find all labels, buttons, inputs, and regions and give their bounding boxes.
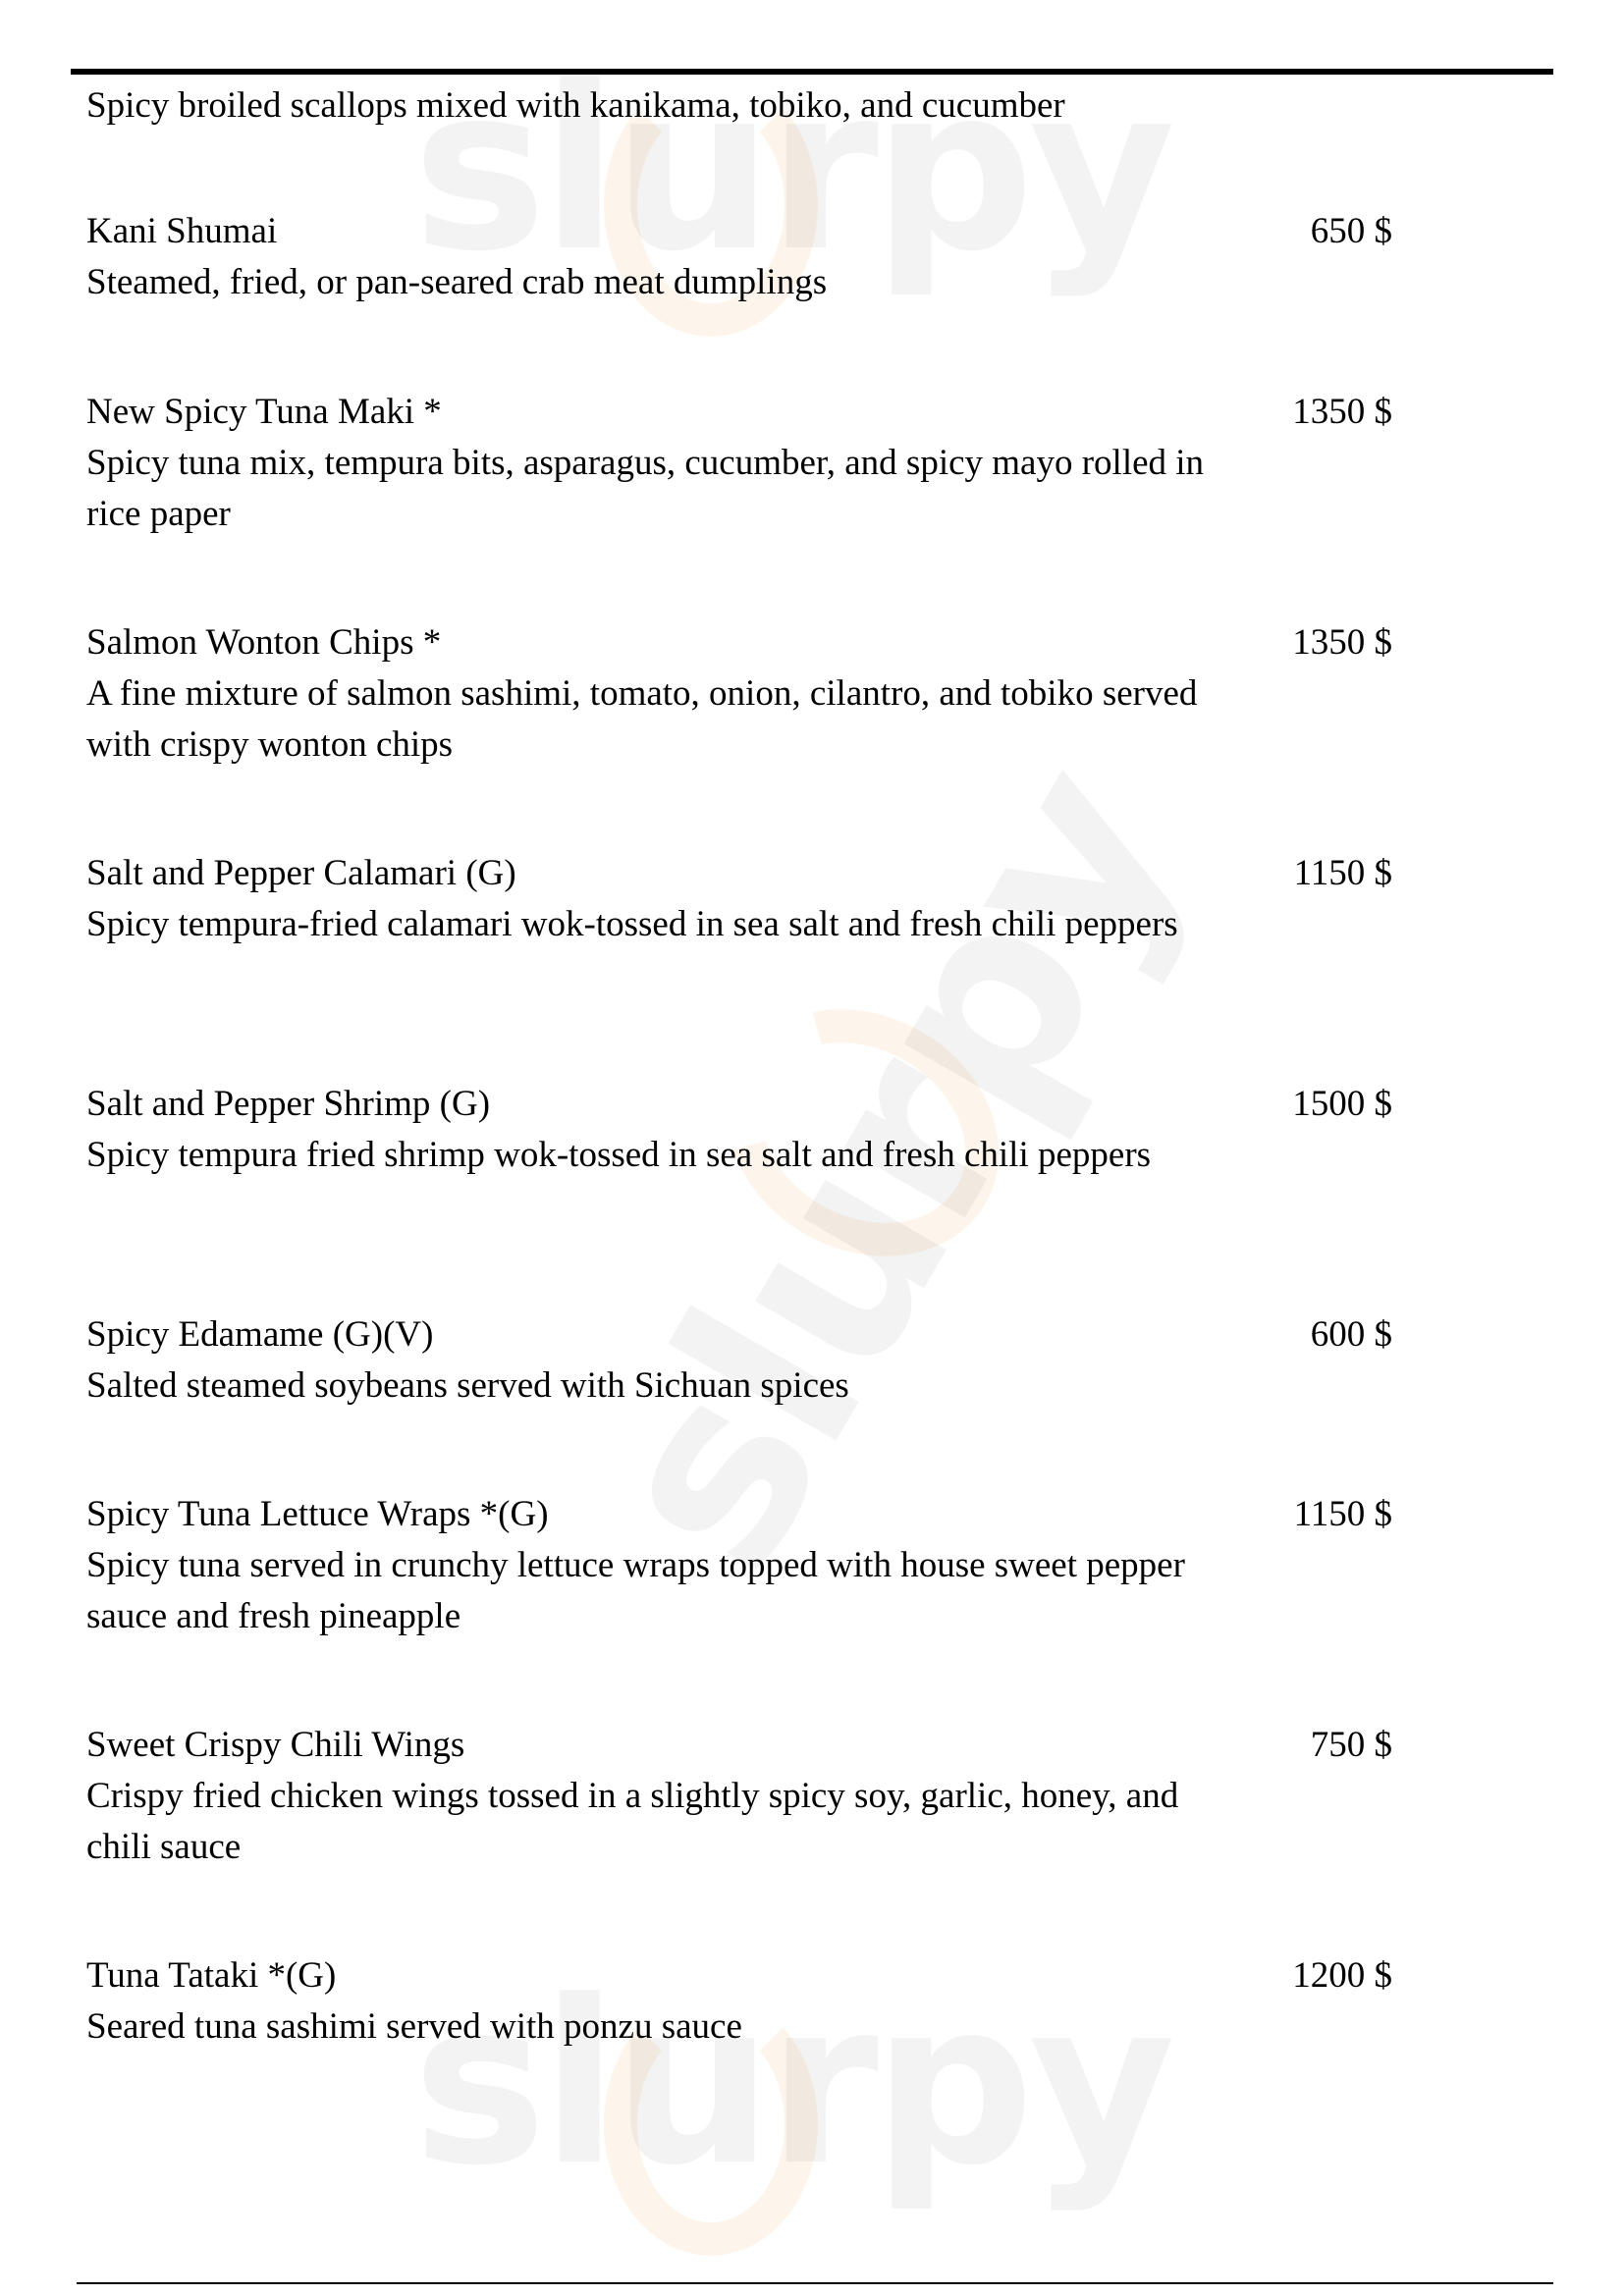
item-price: 1200 $ <box>1292 1955 1392 1996</box>
item-description: Spicy tempura-fried calamari wok-tossed in sea salt and fresh chili peppers <box>86 904 1178 944</box>
item-name: Salt and Pepper Calamari (G) <box>86 853 516 893</box>
item-price: 1350 $ <box>1292 392 1392 432</box>
item-description: Seared tuna sashimi served with ponzu sauce <box>86 2006 742 2047</box>
menu-item <box>86 1309 1392 1412</box>
item-price: 1150 $ <box>1293 853 1392 893</box>
top-divider <box>71 69 1553 75</box>
item-description: A fine mixture of salmon sashimi, tomato, onion, cilantro, and tobiko served with crispy wonton chips <box>86 673 1198 765</box>
item-name: Tuna Tataki *(G) <box>86 1955 337 1996</box>
item-price: 1150 $ <box>1293 1494 1392 1534</box>
item-name: Salmon Wonton Chips * <box>86 622 442 663</box>
menu-item <box>86 1720 1392 1873</box>
item-price: 650 $ <box>1310 211 1392 251</box>
item-description: Spicy tempura fried shrimp wok-tossed in sea salt and fresh chili peppers <box>86 1135 1152 1175</box>
item-price: 1500 $ <box>1292 1084 1392 1124</box>
item-name: Kani Shumai <box>86 211 278 251</box>
menu-item <box>86 387 1392 540</box>
item-description: Crispy fried chicken wings tossed in a slightly spicy soy, garlic, honey, and chili sauce <box>86 1776 1179 1867</box>
item-price: 750 $ <box>1310 1725 1392 1765</box>
item-description: Salted steamed soybeans served with Sichuan spices <box>86 1365 849 1406</box>
item-name: Spicy Tuna Lettuce Wraps *(G) <box>86 1494 549 1534</box>
item-name: Sweet Crispy Chili Wings <box>86 1725 465 1765</box>
item-name: New Spicy Tuna Maki * <box>86 392 442 432</box>
item-description: Spicy tuna mix, tempura bits, asparagus, cucumber, and spicy mayo rolled in rice paper <box>86 443 1205 534</box>
item-price: 600 $ <box>1310 1314 1392 1355</box>
item-description: Steamed, fried, or pan-seared crab meat dumplings <box>86 262 828 302</box>
menu-item <box>86 206 1392 308</box>
item-price: 1350 $ <box>1292 622 1392 663</box>
item-name: Salt and Pepper Shrimp (G) <box>86 1084 491 1124</box>
menu-item <box>86 1079 1392 1181</box>
item-description: Spicy broiled scallops mixed with kanikama, tobiko, and cucumber <box>86 85 1065 126</box>
bottom-divider <box>77 2282 1553 2284</box>
menu-item <box>86 848 1392 950</box>
menu-item <box>86 1950 1392 2053</box>
item-description: Spicy tuna served in crunchy lettuce wraps topped with house sweet pepper sauce and fresh pineapple <box>86 1545 1185 1636</box>
menu-item <box>86 617 1392 771</box>
item-name: Spicy Edamame (G)(V) <box>86 1314 434 1355</box>
menu-item <box>86 1489 1392 1642</box>
